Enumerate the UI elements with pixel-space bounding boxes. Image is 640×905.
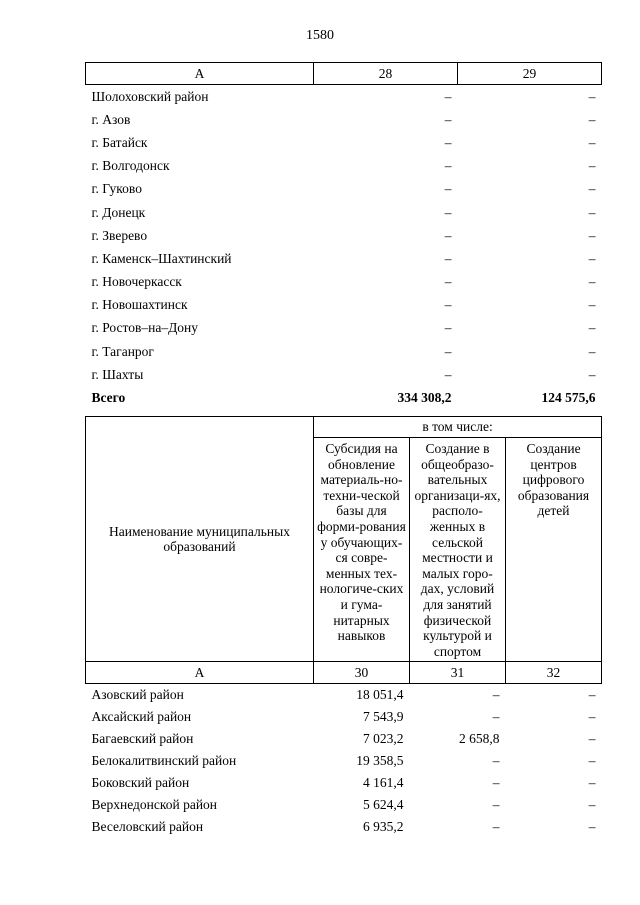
municipality-name: Веселовский район [91,819,204,835]
value-col28: – [444,320,452,336]
value-col30: 4 161,4 [363,775,404,791]
value-col32: – [588,819,596,835]
value-col32: – [588,753,596,769]
table-row [86,85,602,109]
municipality-name: г. Гуково [91,181,142,197]
value-col31: – [492,709,500,725]
value-col29: – [588,204,596,220]
value-col29: – [588,88,596,104]
value-col28: – [444,297,452,313]
value-col31: – [492,687,500,703]
col32-header: Создание центров цифрового образования детей [506,438,602,662]
value-col30: 7 023,2 [363,731,404,747]
index-a: А [86,662,314,684]
municipality-name: г. Шахты [91,366,144,382]
table1-header-28: 28 [314,63,458,85]
value-col32: – [588,775,596,791]
value-col29: – [588,181,596,197]
value-col28: – [444,134,452,150]
table-continuation [85,62,602,410]
table-row [86,224,602,247]
table-row [86,816,602,838]
municipality-name: г. Зверево [91,227,148,243]
table-row [86,294,602,317]
table1-header-29: 29 [458,63,602,85]
value-col31: – [492,797,500,813]
value-col32: – [588,709,596,725]
table1-header-row [86,63,602,85]
table-row [86,728,602,750]
value-col30: 19 358,5 [356,753,404,769]
municipality-name: г. Каменск–Шахтинский [91,250,232,266]
value-col30: 6 935,2 [363,819,404,835]
table1-total-row [86,386,602,409]
value-col30: 7 543,9 [363,709,404,725]
table-row [86,317,602,340]
value-col28: – [444,111,452,127]
value-col29: – [588,134,596,150]
value-col29: – [588,320,596,336]
table-row [86,247,602,270]
value-col28: – [444,343,452,359]
value-col28: – [444,274,452,290]
table-row [86,178,602,201]
table-row [86,706,602,728]
table2-index-row [86,662,602,684]
table-new-section [85,416,602,838]
index-32: 32 [506,662,602,684]
municipality-name: г. Волгодонск [91,158,170,174]
municipality-name: Шолоховский район [91,88,209,104]
value-col31: 2 658,8 [459,731,500,747]
value-col32: – [588,731,596,747]
table-row [86,684,602,707]
page-number: 1580 [306,28,334,43]
value-col29: – [588,111,596,127]
municipality-name: г. Новошахтинск [91,297,188,313]
table-row [86,271,602,294]
value-col30: 18 051,4 [356,687,404,703]
municipality-name: г. Батайск [91,134,148,150]
municipality-name: Белокалитвинский район [91,753,237,769]
value-col29: – [588,274,596,290]
total-label: Всего [91,390,126,406]
index-30: 30 [314,662,410,684]
value-col29: – [588,250,596,266]
municipality-name: г. Новочеркасск [91,274,182,290]
municipality-name: Верхнедонской район [91,797,218,813]
value-col31: – [492,775,500,791]
municipality-name: Аксайский район [91,709,192,725]
municipality-name: Боковский район [91,775,190,791]
value-col28: – [444,366,452,382]
table-row [86,108,602,131]
total-col29: 124 575,6 [541,390,596,406]
municipality-name: г. Ростов–на–Дону [91,320,199,336]
value-col28: – [444,88,452,104]
municipality-column-header: Наименование муниципальных образований [86,417,314,662]
group-header: в том числе: [314,417,602,438]
value-col28: – [444,181,452,197]
col30-header: Субсидия на обновление материаль-но-техни-ческой базы для форми-рования у обучающих-ся совре-менных тех-нологиче-ских и гума-нитарных навыков [314,438,410,662]
municipality-name: Багаевский район [91,731,194,747]
value-col32: – [588,797,596,813]
municipality-name: г. Донецк [91,204,146,220]
table-row [86,340,602,363]
value-col30: 5 624,4 [363,797,404,813]
value-col29: – [588,366,596,382]
table-row [86,794,602,816]
value-col28: – [444,227,452,243]
value-col29: – [588,227,596,243]
table-row [86,750,602,772]
table-row [86,363,602,386]
table2-header-row-1 [86,417,602,438]
value-col32: – [588,687,596,703]
table-row [86,155,602,178]
value-col29: – [588,297,596,313]
value-col31: – [492,753,500,769]
table-row [86,772,602,794]
total-col28: 334 308,2 [397,390,452,406]
col31-header: Создание в общеобразо-вательных организаци-ях, располо-женных в сельской местности и малых горо-дах, условий для занятий физической культурой и спортом [410,438,506,662]
index-31: 31 [410,662,506,684]
value-col29: – [588,343,596,359]
value-col28: – [444,204,452,220]
value-col29: – [588,158,596,174]
municipality-name: г. Азов [91,111,131,127]
municipality-name: г. Таганрог [91,343,154,359]
value-col28: – [444,158,452,174]
table1-header-a: А [86,63,314,85]
municipality-name: Азовский район [91,687,184,703]
table-row [86,201,602,224]
value-col28: – [444,250,452,266]
table-row [86,131,602,154]
value-col31: – [492,819,500,835]
